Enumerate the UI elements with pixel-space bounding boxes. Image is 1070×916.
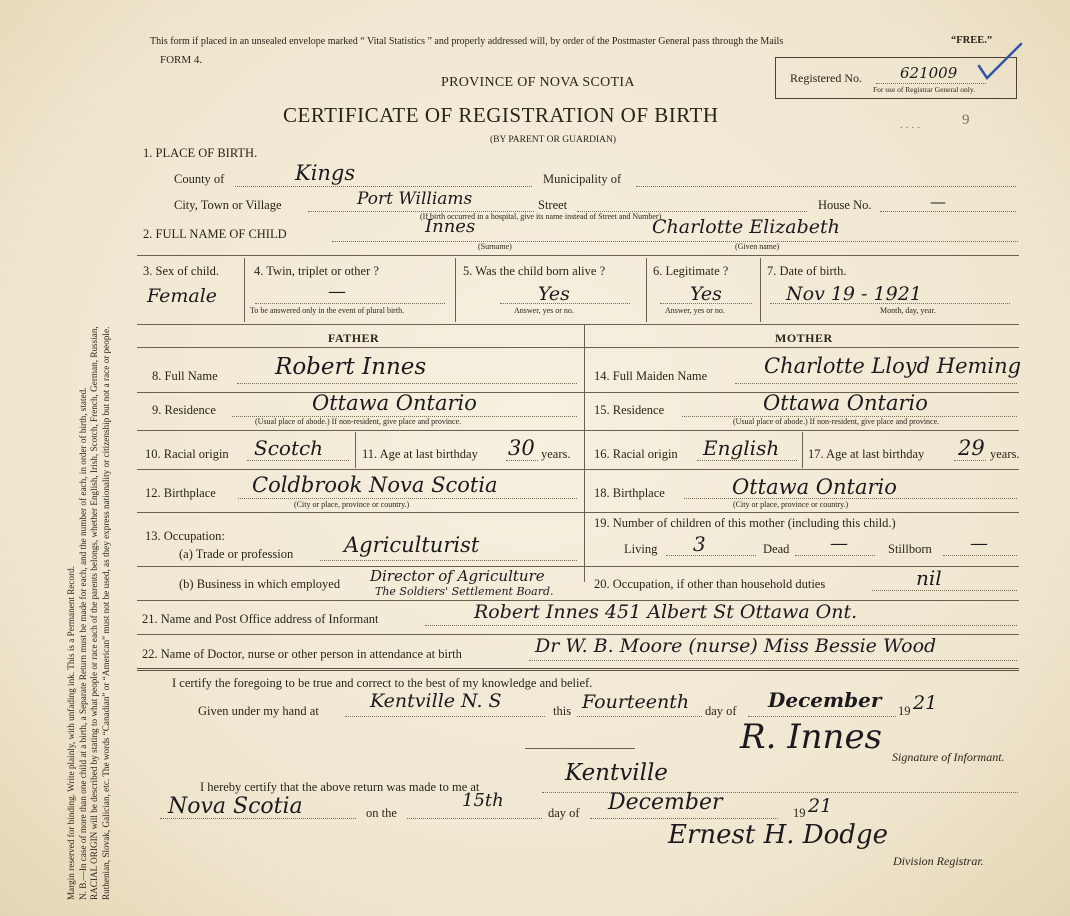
dob-label: 7. Date of birth. [767, 264, 847, 278]
divider-5-6 [646, 258, 647, 322]
rule-parents-top [137, 324, 1019, 325]
given-day-value: Fourteenth [582, 691, 690, 713]
registrar-day-line [407, 818, 542, 819]
house-no-label: House No. [818, 198, 872, 212]
given-month-value: December [768, 688, 882, 712]
trade-value: Agriculturist [344, 533, 480, 557]
registered-no-line [876, 83, 986, 84]
child-surname: Innes [425, 216, 476, 237]
father-race-label: 10. Racial origin [145, 447, 229, 461]
children-count-label: 19. Number of children of this mother (including this child.) [594, 516, 896, 530]
mother-residence-label: 15. Residence [594, 403, 665, 417]
dead-label: Dead [763, 542, 790, 556]
twin-note: To be answered only in the event of plural birth. [250, 306, 405, 315]
margin-line-2: N. B.—In case of more than one child at a birth, a Separate Return must be made for each, and the number of each, in order of birth, stated. [77, 387, 88, 900]
registrar-day-of-label: day of [548, 806, 580, 820]
father-birthplace-note: (City or place, province or country.) [294, 500, 410, 509]
form-number: FORM 4. [160, 54, 203, 66]
divider-3-4 [244, 258, 245, 322]
rule-certify-top [137, 668, 1019, 671]
margin-line-1: Margin reserved for binding. Write plainly, with unfading ink. This is a Permanent Record. [66, 565, 76, 900]
mother-name-value: Charlotte Lloyd Heming [764, 354, 1022, 378]
city-value: Port Williams [357, 189, 473, 209]
business-value-2: The Soldiers' Settlement Board. [375, 585, 554, 598]
corner-mark: 9 [962, 112, 970, 128]
mother-race-line [697, 460, 797, 461]
father-heading: FATHER [328, 331, 380, 345]
informant-value: Robert Innes 451 Albert St Ottawa Ont. [474, 601, 858, 623]
registrar-use-note: For use of Registrar General only. [873, 85, 975, 94]
mother-name-line [735, 383, 1017, 384]
registrar-signature-label: Division Registrar. [893, 854, 984, 868]
dob-line [770, 303, 1010, 304]
father-name-label: 8. Full Name [152, 369, 218, 383]
city-label: City, Town or Village [174, 198, 282, 212]
stillborn-value: — [970, 533, 988, 554]
rule-mother-3 [584, 469, 1019, 470]
house-no-value: — [930, 192, 946, 211]
father-age-value: 30 [508, 436, 535, 460]
twin-label: 4. Twin, triplet or other ? [254, 264, 379, 278]
legitimate-value: Yes [690, 283, 722, 305]
municipality-label: Municipality of [543, 172, 622, 186]
father-race-value: Scotch [254, 436, 324, 460]
mother-occupation-value: nil [916, 566, 942, 590]
county-value: Kings [295, 161, 356, 185]
father-birthplace-value: Coldbrook Nova Scotia [252, 473, 498, 497]
registrar-place-value: Kentville [565, 760, 668, 786]
father-age-line [506, 460, 538, 461]
county-line [235, 186, 532, 187]
legitimate-label: 6. Legitimate ? [653, 264, 729, 278]
dob-note: Month, day, year. [880, 306, 936, 315]
municipality-line [636, 186, 1016, 187]
registrar-month-line [590, 818, 778, 819]
registrar-statement: I hereby certify that the above return was made to me at [200, 780, 480, 794]
given-year-prefix: 19 [898, 704, 911, 718]
father-name-line [237, 383, 577, 384]
rule-occupation-top [137, 512, 1019, 513]
rule-parents-head [137, 347, 1019, 348]
twin-line [255, 303, 445, 304]
divider-parents [584, 325, 585, 582]
province-heading: PROVINCE OF NOVA SCOTIA [441, 75, 635, 90]
given-place-value: Kentville N. S [370, 690, 502, 712]
mother-birthplace-note: (City or place, province or country.) [733, 500, 849, 509]
father-name-value: Robert Innes [275, 354, 427, 380]
father-birthplace-label: 12. Birthplace [145, 486, 216, 500]
alive-value: Yes [538, 283, 570, 305]
free-notice: “FREE.” [951, 35, 993, 46]
stillborn-line [943, 555, 1017, 556]
mother-years-label: years. [990, 447, 1020, 461]
surname-caption: (Surname) [478, 242, 512, 251]
page-title: CERTIFICATE OF REGISTRATION OF BIRTH [283, 103, 719, 127]
rule-father-2 [137, 430, 584, 431]
mother-race-value: English [703, 436, 780, 460]
margin-notes [66, 40, 158, 900]
registrar-year-value: 21 [808, 795, 833, 817]
father-residence-label: 9. Residence [152, 403, 216, 417]
mother-age-value: 29 [958, 436, 985, 460]
given-hand-label: Given under my hand at [198, 704, 319, 718]
registrar-day-value: 15th [462, 790, 504, 811]
father-occupation-label: 13. Occupation: [145, 529, 225, 543]
mother-residence-value: Ottawa Ontario [763, 391, 928, 415]
business-value: Director of Agriculture [370, 567, 545, 585]
registrar-month-value: December [608, 790, 723, 815]
page-subtitle: (BY PARENT OR GUARDIAN) [490, 135, 617, 145]
postal-notice: This form if placed in an unsealed envelope marked “ Vital Statistics ” and properly addressed will, by order of the Postmaster General pass through the Mails [150, 36, 784, 47]
informant-line [425, 625, 1017, 626]
margin-text [66, 40, 112, 900]
informant-signature-label: Signature of Informant. [892, 750, 1005, 764]
mother-birthplace-label: 18. Birthplace [594, 486, 665, 500]
informant-sign-rule [525, 748, 635, 749]
business-label: (b) Business in which employed [179, 577, 341, 591]
place-of-birth-label: 1. PLACE OF BIRTH. [143, 146, 258, 160]
divider-4-5 [455, 258, 456, 322]
child-name-line [332, 241, 1018, 242]
divider-6-7 [760, 258, 761, 322]
alive-line [500, 303, 630, 304]
dob-value: Nov 19 - 1921 [786, 283, 922, 305]
registered-no-label: Registered No. [790, 71, 862, 85]
twin-value: — [328, 281, 346, 302]
rule-mother-2 [584, 430, 1019, 431]
mother-name-label: 14. Full Maiden Name [594, 369, 708, 383]
trade-line [320, 560, 577, 561]
living-value: 3 [693, 532, 706, 556]
father-residence-note: (Usual place of abode.) If non-resident, give place and province. [255, 417, 462, 426]
divider-father-race [355, 432, 356, 468]
mother-birthplace-value: Ottawa Ontario [732, 475, 897, 499]
hospital-note: (If birth occurred in a hospital, give its name instead of Street and Number) [420, 212, 662, 221]
living-line [666, 555, 756, 556]
father-race-line [247, 460, 349, 461]
mother-occupation-line [872, 590, 1017, 591]
rule-father-3 [137, 469, 584, 470]
father-age-label: 11. Age at last birthday [362, 447, 478, 461]
rule-top-row [137, 255, 1019, 256]
mother-age-line [954, 460, 986, 461]
mother-race-label: 16. Racial origin [594, 447, 678, 461]
registrar-signature: Ernest H. Dodge [668, 820, 888, 850]
trade-label: (a) Trade or profession [179, 547, 294, 561]
alive-label: 5. Was the child born alive ? [463, 264, 606, 278]
county-label: County of [174, 172, 225, 186]
informant-signature: R. Innes [740, 717, 883, 757]
registrar-year-prefix: 19 [793, 806, 806, 820]
this-label: this [553, 704, 572, 718]
sex-value: Female [147, 285, 218, 307]
child-name-label: 2. FULL NAME OF CHILD [143, 227, 287, 241]
child-given-name: Charlotte Elizabeth [652, 216, 840, 238]
informant-label: 21. Name and Post Office address of Informant [142, 612, 379, 626]
street-label: Street [538, 198, 568, 212]
doctor-label: 22. Name of Doctor, nurse or other person in attendance at birth [142, 647, 462, 661]
corner-dots: .... [900, 119, 923, 131]
doctor-line [529, 660, 1017, 661]
house-no-line [880, 211, 1016, 212]
registrar-on-label: on the [366, 806, 397, 820]
legitimate-note: Answer, yes or no. [665, 306, 725, 315]
given-day-of-label: day of [705, 704, 737, 718]
registered-no-value: 621009 [900, 64, 958, 82]
legitimate-line [660, 303, 752, 304]
mother-residence-note: (Usual place of abode.) If non-resident, give place and province. [733, 417, 940, 426]
margin-line-4: Ruthenian, Slovak, Galician, etc. The words “Canadian” or “American” must not be used, as they express nationality or citizenship but not a race or people. [100, 326, 111, 900]
alive-note: Answer, yes or no. [514, 306, 574, 315]
divider-mother-race [802, 432, 803, 468]
mother-occupation-label: 20. Occupation, if other than household duties [594, 577, 826, 591]
given-place-line [345, 716, 545, 717]
dead-line [795, 555, 875, 556]
given-year-value: 21 [913, 692, 938, 714]
living-label: Living [624, 542, 658, 556]
certify-statement: I certify the foregoing to be true and correct to the best of my knowledge and belief. [172, 676, 593, 690]
stillborn-label: Stillborn [888, 542, 932, 556]
rule-children [584, 566, 1019, 567]
mother-age-label: 17. Age at last birthday [808, 447, 925, 461]
registrar-place2-value: Nova Scotia [168, 794, 303, 819]
margin-line-3: RACIAL ORIGIN will be described by stating to what people or race each of the parents belongs, whether English, Irish, Scotch, French, German, Russian, [89, 326, 99, 900]
doctor-value: Dr W. B. Moore (nurse) Miss Bessie Wood [535, 635, 937, 657]
mother-heading: MOTHER [775, 331, 833, 345]
father-years-label: years. [541, 447, 571, 461]
given-name-caption: (Given name) [735, 242, 780, 251]
father-residence-value: Ottawa Ontario [312, 391, 477, 415]
given-day-line [577, 716, 702, 717]
dead-value: — [830, 533, 848, 554]
sex-label: 3. Sex of child. [143, 264, 220, 278]
father-birthplace-line [238, 498, 577, 499]
check-mark-icon [975, 40, 1025, 85]
